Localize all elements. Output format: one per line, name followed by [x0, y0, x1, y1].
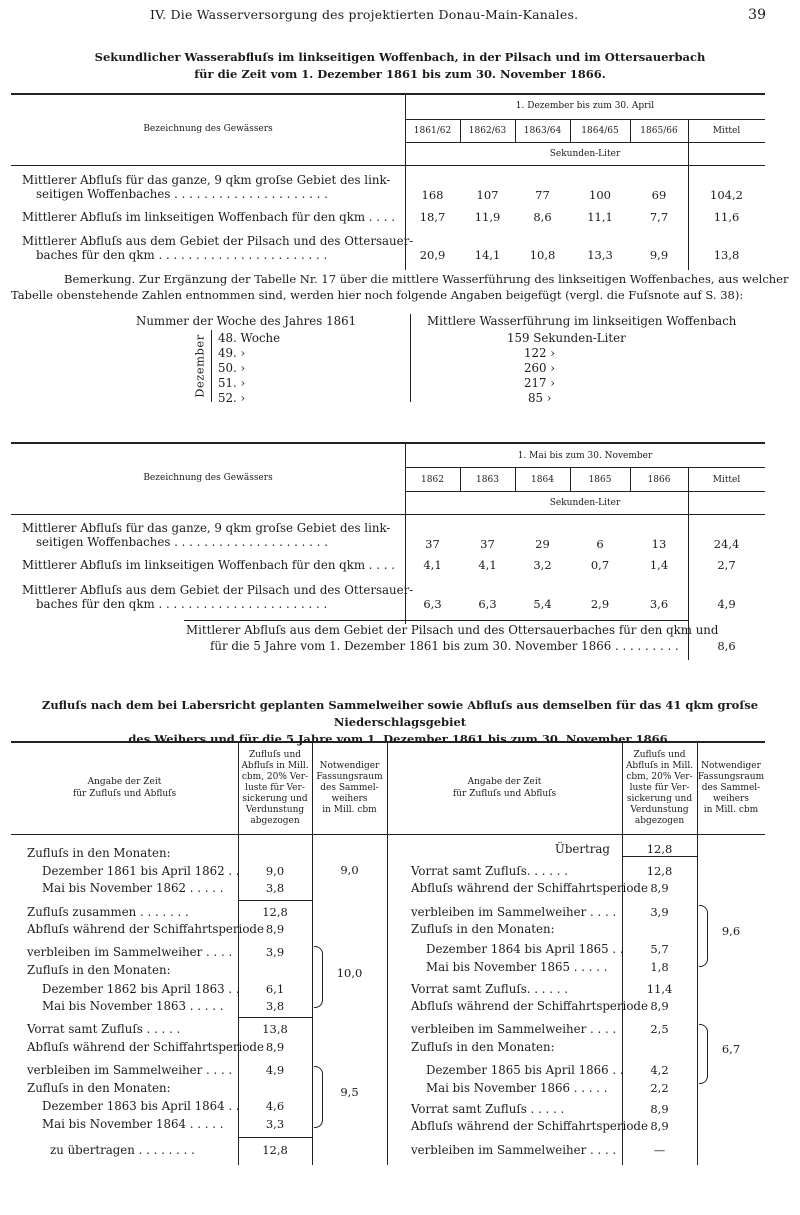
table2-unit: Sekunden-Liter: [549, 498, 621, 508]
table1-cell-mittel: 11,6: [713, 210, 740, 224]
table1-cell-mittel: 13,8: [713, 248, 740, 262]
table3-head-b: Zufluſs und: [248, 750, 301, 760]
table3-right-row-value: 8,9: [650, 999, 669, 1013]
table2-summary-value: 8,6: [717, 639, 736, 653]
table3-right-row-value: 2,5: [650, 1022, 669, 1036]
table1-cell: 13,3: [587, 248, 613, 262]
table3-title-line1: Zufluſs nach dem bei Labersricht geplanten Sammelweiher sowie Abfluſs aus demselben für das 41 qkm groſse Niederschlagsgebiet: [41, 698, 759, 729]
table3-right-row-label: Mai bis November 1865 . . . . .: [426, 960, 608, 974]
table2-cell: 37: [425, 537, 440, 551]
table1-cell: 77: [535, 188, 550, 202]
table3-left-row-label: Dezember 1862 bis April 1863 . .: [42, 982, 240, 996]
table2-year: 1862: [421, 475, 444, 485]
table3-right-row-label: Vorrat samt Zufluſs. . . . . .: [411, 982, 569, 996]
table2-cell: 37: [480, 537, 495, 551]
table3-left-row-label: Zufluſs in den Monaten:: [27, 963, 171, 977]
table3-capacity-right: 9,6: [721, 924, 741, 938]
remark-week: 50. ›: [218, 361, 246, 375]
table1-cell-mittel: 104,2: [710, 188, 743, 202]
table3-left-row-label: verbleiben im Sammelweiher . . . .: [27, 945, 233, 959]
table3-right-row-value: 2,2: [650, 1081, 669, 1095]
remark-week: 51. ›: [218, 376, 246, 390]
table1-year: 1865/66: [640, 126, 678, 136]
table2-cell: 2,9: [590, 597, 610, 611]
table1-year: 1864/65: [581, 126, 619, 136]
table3-left-row-label: Mai bis November 1862 . . . . .: [42, 881, 224, 895]
table3-left-row-value: 12,8: [262, 905, 288, 919]
table2-summary-line2: für die 5 Jahre vom 1. Dezember 1861 bis zum 30. November 1866 . . . . . . . . .: [210, 639, 679, 653]
table2-cell: 1,4: [649, 558, 669, 572]
table3-right-row-label: Vorrat samt Zufluſs. . . . . .: [411, 864, 569, 878]
table2-row-label: seitigen Woffenbaches . . . . . . . . . . . . . . . . . . . . .: [36, 535, 328, 549]
table1-cell: 8,6: [533, 210, 552, 224]
table3-left-row-label: Dezember 1861 bis April 1862 . .: [42, 864, 240, 878]
table3-left-row-label: zu übertragen . . . . . . . .: [50, 1143, 195, 1157]
table3-right-row-value: 8,9: [650, 1102, 669, 1116]
table1-cell: 18,7: [419, 210, 446, 224]
table3-left-row-value: 3,9: [265, 945, 285, 959]
table1-title-line2: für die Zeit vom 1. Dezember 1861 bis zum 30. November 1866.: [194, 67, 606, 81]
table2-cell: 3,6: [649, 597, 669, 611]
table1-row-label: Mittlerer Abfluſs für das ganze, 9 qkm groſse Gebiet des link-: [22, 173, 391, 187]
table3-right-row-value: 8,9: [650, 881, 669, 895]
table1-cell: 107: [476, 188, 499, 202]
table1-unit: Sekunden-Liter: [549, 149, 621, 159]
table3-right-row-label: Dezember 1865 bis April 1866 . .: [426, 1063, 624, 1077]
table2-row-label: Mittlerer Abfluſs für das ganze, 9 qkm groſse Gebiet des link-: [22, 521, 391, 535]
remark-flow: 85 ›: [528, 391, 552, 405]
remark-head-right: Mittlere Wasserführung im linkseitigen Woffenbach: [427, 314, 737, 328]
table3-capacity-right: 6,7: [721, 1042, 741, 1056]
table2-mittel-header: Mittel: [712, 475, 741, 485]
table3-left-row-value: 3,8: [265, 881, 285, 895]
table3-left-row-value: 4,9: [265, 1063, 285, 1077]
table3-left-row-value: 3,3: [265, 1117, 285, 1131]
table3-right-row-value: 5,7: [650, 942, 669, 956]
table1-cell: 14,1: [474, 248, 501, 262]
remark-side-label: Dezember: [192, 334, 207, 398]
table1-cell: 7,7: [649, 210, 669, 224]
remark-week: 49. ›: [218, 346, 246, 360]
remark-line1: Bemerkung. Zur Ergänzung der Tabelle Nr. 17 über die mittlere Wasserführung des linkseitigen Woffenbaches, aus welcher: [64, 272, 789, 286]
table1-mittel-header: Mittel: [712, 126, 741, 136]
table3-right-row-label: Mai bis November 1866 . . . . .: [426, 1081, 608, 1095]
table2-cell: 3,2: [533, 558, 552, 572]
table2-year: 1863: [476, 475, 499, 485]
remark-flow: 260 ›: [524, 361, 555, 375]
table1-cell: 11,1: [587, 210, 613, 224]
table3-left-row-value: 6,1: [265, 982, 285, 996]
table2-cell-mittel: 24,4: [713, 537, 740, 551]
table1-cell: 168: [421, 188, 444, 202]
remark-flow: 159 Sekunden-Liter: [507, 331, 626, 345]
table2-year: 1866: [647, 475, 671, 485]
table3-left-row-label: Abfluſs während der Schiffahrtsperiode: [27, 922, 264, 936]
remark-flow: 122 ›: [524, 346, 555, 360]
table1-cell: 69: [651, 188, 667, 202]
table3-right-row-value: 11,4: [646, 982, 673, 996]
table3-right-row-label: verbleiben im Sammelweiher . . . .: [411, 1143, 617, 1157]
table2-cell: 6,3: [478, 597, 497, 611]
table2-cell: 6,3: [423, 597, 442, 611]
table3-right-row-label: Zufluſs in den Monaten:: [411, 1040, 555, 1054]
remark-flow: 217 ›: [524, 376, 555, 390]
table3-right-row-label: Dezember 1864 bis April 1865 . .: [426, 942, 624, 956]
table3-left-row-label: Vorrat samt Zufluſs . . . . .: [27, 1022, 181, 1036]
table3-right-row-value: 1,8: [650, 960, 669, 974]
table3-right-row-label: Übertrag: [554, 842, 610, 856]
table3-right-row-value: 3,9: [650, 905, 669, 919]
table2-year: 1864: [531, 475, 554, 485]
table1-title-line1: Sekundlicher Wasserabfluſs im linkseitigen Woffenbach, in der Pilsach und im Ottersauerbach: [94, 50, 706, 64]
table3-capacity: 10,0: [336, 966, 363, 980]
table3-right-row-label: Vorrat samt Zufluſs . . . . .: [411, 1102, 565, 1116]
table1-row-label: Mittlerer Abfluſs aus dem Gebiet der Pilsach und des Ottersauer-: [22, 234, 414, 248]
table1-cell: 100: [589, 188, 611, 202]
table3-left-row-label: Mai bis November 1863 . . . . .: [42, 999, 224, 1013]
table3-right-row-label: Abfluſs während der Schiffahrtsperiode: [411, 999, 648, 1013]
remark-week: 52. ›: [218, 391, 246, 405]
table3-left-row-label: verbleiben im Sammelweiher . . . .: [27, 1063, 233, 1077]
table3-head-a-right: Angabe der Zeit: [467, 777, 542, 787]
table2-cell: 6: [596, 537, 604, 551]
table2-cell-mittel: 2,7: [717, 558, 736, 572]
table3-capacity: 9,0: [340, 863, 359, 877]
table2-column-label: Bezeichnung des Gewässers: [143, 473, 273, 483]
table3-head-a: Angabe der Zeit: [87, 777, 162, 787]
table1-cell: 20,9: [419, 248, 446, 262]
table3-left-row-label: Zufluſs in den Monaten:: [27, 846, 171, 860]
table2-cell: 4,1: [478, 558, 497, 572]
table3-right-row-value: 4,2: [650, 1063, 669, 1077]
page-number: 39: [748, 7, 766, 23]
table3-right-row-label: Zufluſs in den Monaten:: [411, 922, 555, 936]
table3-right-row-value: 12,8: [646, 864, 673, 878]
table2-period: 1. Mai bis zum 30. November: [517, 451, 653, 461]
table1-period: 1. Dezember bis zum 30. April: [515, 101, 655, 111]
remark-week: 48. Woche: [218, 331, 281, 345]
table3-left-row-value: 13,8: [262, 1022, 288, 1036]
table1-cell: 9,9: [649, 248, 669, 262]
table3: Angabe der Zeit für Zufluſs und Abfluſs Zufluſs und Abfluſs in Mill. cbm, 20% Ver- luste für Ver- sickerung und Verdunstung abgezogen Notwendiger Fassungsraum des Sammel- weihers in Mill. cbm Angabe der Zeit für Zufluſs und Abfluſs Zufluſs und Abfluſs in Mill. cbm, 20% Ver- luste für Ver- sickerung und Verdunstung abgezogen Notwendiger Fassungsraum des Sammel- weihers in Mill. cbm Zufluſs in den Monaten: Dezember 1861 bis April 1862 . . 9,0 Mai bis November 1862 . . . . . 3,8 Zufluſs zusammen . . . . . . . 12,8 Abfluſs während der Schiffahrtsperiode 8,9 verbleiben im Sammelweiher . . . . 3,9 Zufluſs in den Monaten: Dezember 1862 bis April 1863 . . 6,1 Mai bis November 1863 . . . . . 3,8 Vorrat samt Zufluſs . . . . . 13,8 Abfluſs während der Schiffahrtsperiode 8,9 verbleiben im Sammelweiher . . . . 4,9 Zufluſs in den Monaten: Dezember 1863 bis April 1864 . . 4,6 Mai bis November 1864 . . . . . 3,3 zu übertragen . . . . . . . . 12,8 Übertrag 12,8 Vorrat samt Zufluſs. . . . . . 12,8 Abfluſs während der Schiffahrtsperiode 8,9 verbleiben im Sammelweiher . . . . 3,9 Zufluſs in den Monaten: Dezember 1864 bis April 1865 . . 5,7 Mai bis November 1865 . . . . . 1,8 Vorrat samt Zufluſs. . . . . . 11,4 Abfluſs während der Schiffahrtsperiode 8,9 verbleiben im Sammelweiher . . . . 2,5 Zufluſs in den Monaten: Dezember 1865 bis April 1866 . . 4,2 Mai bis November 1866 . . . . . 2,2 Vorrat samt Zufluſs . . . . . 8,9 Abfluſs während der Schiffahrtsperiode 8,9 verbleiben im Sammelweiher . . . . — 9,0 10,0 9,5 9,6 6,7: [0, 0, 800, 1215]
table3-right-row-label: Abfluſs während der Schiffahrtsperiode: [411, 881, 648, 895]
table3-right-row-value: —: [653, 1143, 666, 1157]
table1-row-label: seitigen Woffenbaches . . . . . . . . . . . . . . . . . . . . .: [36, 187, 328, 201]
table1-year: 1862/63: [468, 126, 507, 136]
table3-left-row-label: Abfluſs während der Schiffahrtsperiode: [27, 1040, 264, 1054]
table2-summary-line1: Mittlerer Abfluſs aus dem Gebiet der Pilsach und des Ottersauerbaches für den qkm und: [186, 623, 719, 637]
table3-right-row-value: 12,8: [646, 842, 673, 856]
table2-year: 1865: [588, 475, 612, 485]
table3-left-row-value: 12,8: [262, 1143, 288, 1157]
table1-year: 1863/64: [523, 126, 562, 136]
table2-cell: 5,4: [533, 597, 552, 611]
remark-line2: Tabelle obenstehende Zahlen entnommen sind, werden hier noch folgende Angaben beigefügt (vergl. die Fuſsnote auf S. 38):: [11, 288, 744, 302]
table3-right-row-label: verbleiben im Sammelweiher . . . .: [411, 905, 617, 919]
table3-left-row-value: 4,6: [265, 1099, 285, 1113]
table3-left-row-value: 8,9: [265, 922, 285, 936]
table3-left-row-label: Dezember 1863 bis April 1864 . .: [42, 1099, 240, 1113]
table1-row-label: baches für den qkm . . . . . . . . . . . . . . . . . . . . . . .: [36, 248, 328, 262]
table1-row-label: Mittlerer Abfluſs im linkseitigen Woffenbach für den qkm . . . .: [22, 210, 396, 224]
table3-left-row-label: Zufluſs zusammen . . . . . . .: [27, 905, 189, 919]
table2-cell: 4,1: [423, 558, 442, 572]
table2-row-label: Mittlerer Abfluſs aus dem Gebiet der Pilsach und des Ottersauer-: [22, 583, 414, 597]
table3-capacity: 9,5: [340, 1085, 359, 1099]
table3-left-row-value: 8,9: [265, 1040, 285, 1054]
table2-cell: 13: [651, 537, 667, 551]
table1-cell: 11,9: [474, 210, 501, 224]
table2-cell-mittel: 4,9: [717, 597, 736, 611]
running-title: IV. Die Wasserversorgung des projektierten Donau-Main-Kanales.: [150, 7, 579, 22]
table2-row-label: Mittlerer Abfluſs im linkseitigen Woffenbach für den qkm . . . .: [22, 558, 396, 572]
table3-head-b-right: Zufluſs und: [633, 750, 686, 760]
table2-cell: 29: [535, 537, 550, 551]
table3-left-row-value: 3,8: [265, 999, 285, 1013]
table3-left-row-label: Mai bis November 1864 . . . . .: [42, 1117, 224, 1131]
table1-year: 1861/62: [413, 126, 452, 136]
table3-title-line2: des Weihers und für die 5 Jahre vom 1. Dezember 1861 bis zum 30. November 1866.: [128, 732, 672, 746]
table1-cell: 10,8: [529, 248, 556, 262]
table3-right-row-value: 8,9: [650, 1119, 669, 1133]
remark-head-left: Nummer der Woche des Jahres 1861: [136, 314, 357, 328]
table3-right-row-label: verbleiben im Sammelweiher . . . .: [411, 1022, 617, 1036]
table3-head-c-right: Notwendiger: [701, 761, 761, 771]
table3-left-row-label: Zufluſs in den Monaten:: [27, 1081, 171, 1095]
table1-column-label: Bezeichnung des Gewässers: [143, 124, 273, 134]
table3-right-row-label: Abfluſs während der Schiffahrtsperiode: [411, 1119, 648, 1133]
table3-left-row-value: 9,0: [265, 864, 285, 878]
table2-cell: 0,7: [590, 558, 610, 572]
table3-head-c: Notwendiger: [319, 761, 380, 771]
table2-row-label: baches für den qkm . . . . . . . . . . . . . . . . . . . . . . .: [36, 597, 328, 611]
